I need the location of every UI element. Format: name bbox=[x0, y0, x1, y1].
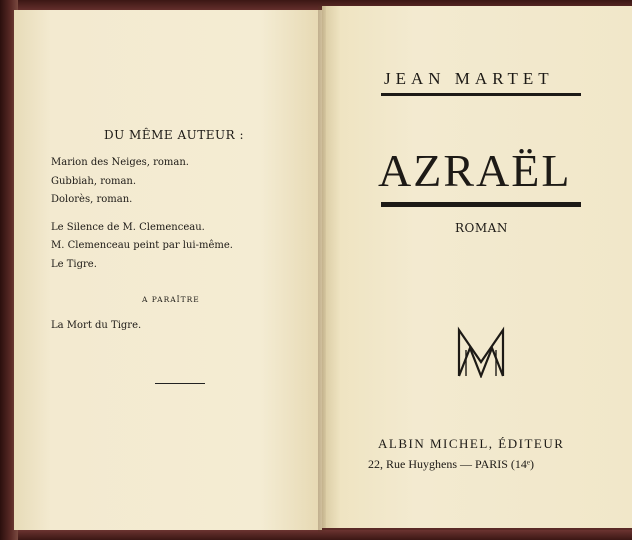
works-list-item: Le Silence de M. Clemenceau. bbox=[51, 222, 205, 233]
author-name: JEAN MARTET bbox=[384, 69, 554, 88]
forthcoming-heading: A PARAÎTRE bbox=[142, 295, 200, 304]
left-page-divider bbox=[155, 383, 205, 384]
publisher-monogram-icon bbox=[456, 326, 506, 378]
book-binding-bottom bbox=[0, 530, 632, 540]
book-title: AZRAËL bbox=[378, 145, 572, 196]
works-list-item: Marion des Neiges, roman. bbox=[51, 157, 189, 168]
works-list-item: Le Tigre. bbox=[51, 259, 97, 270]
by-same-author-heading: DU MÊME AUTEUR : bbox=[104, 128, 245, 142]
publisher-name: ALBIN MICHEL, ÉDITEUR bbox=[378, 436, 565, 451]
left-page bbox=[14, 10, 322, 530]
works-list-item: Dolorès, roman. bbox=[51, 194, 133, 205]
works-list-item: M. Clemenceau peint par lui-même. bbox=[51, 240, 233, 251]
publisher-address: 22, Rue Huyghens — PARIS (14ᵉ) bbox=[368, 457, 534, 471]
works-list-item: Gubbiah, roman. bbox=[51, 176, 137, 187]
title-rule bbox=[381, 202, 581, 207]
forthcoming-work-item: La Mort du Tigre. bbox=[51, 320, 142, 331]
author-rule bbox=[381, 93, 581, 96]
genre-label: ROMAN bbox=[455, 221, 508, 235]
page-gutter bbox=[318, 6, 326, 532]
